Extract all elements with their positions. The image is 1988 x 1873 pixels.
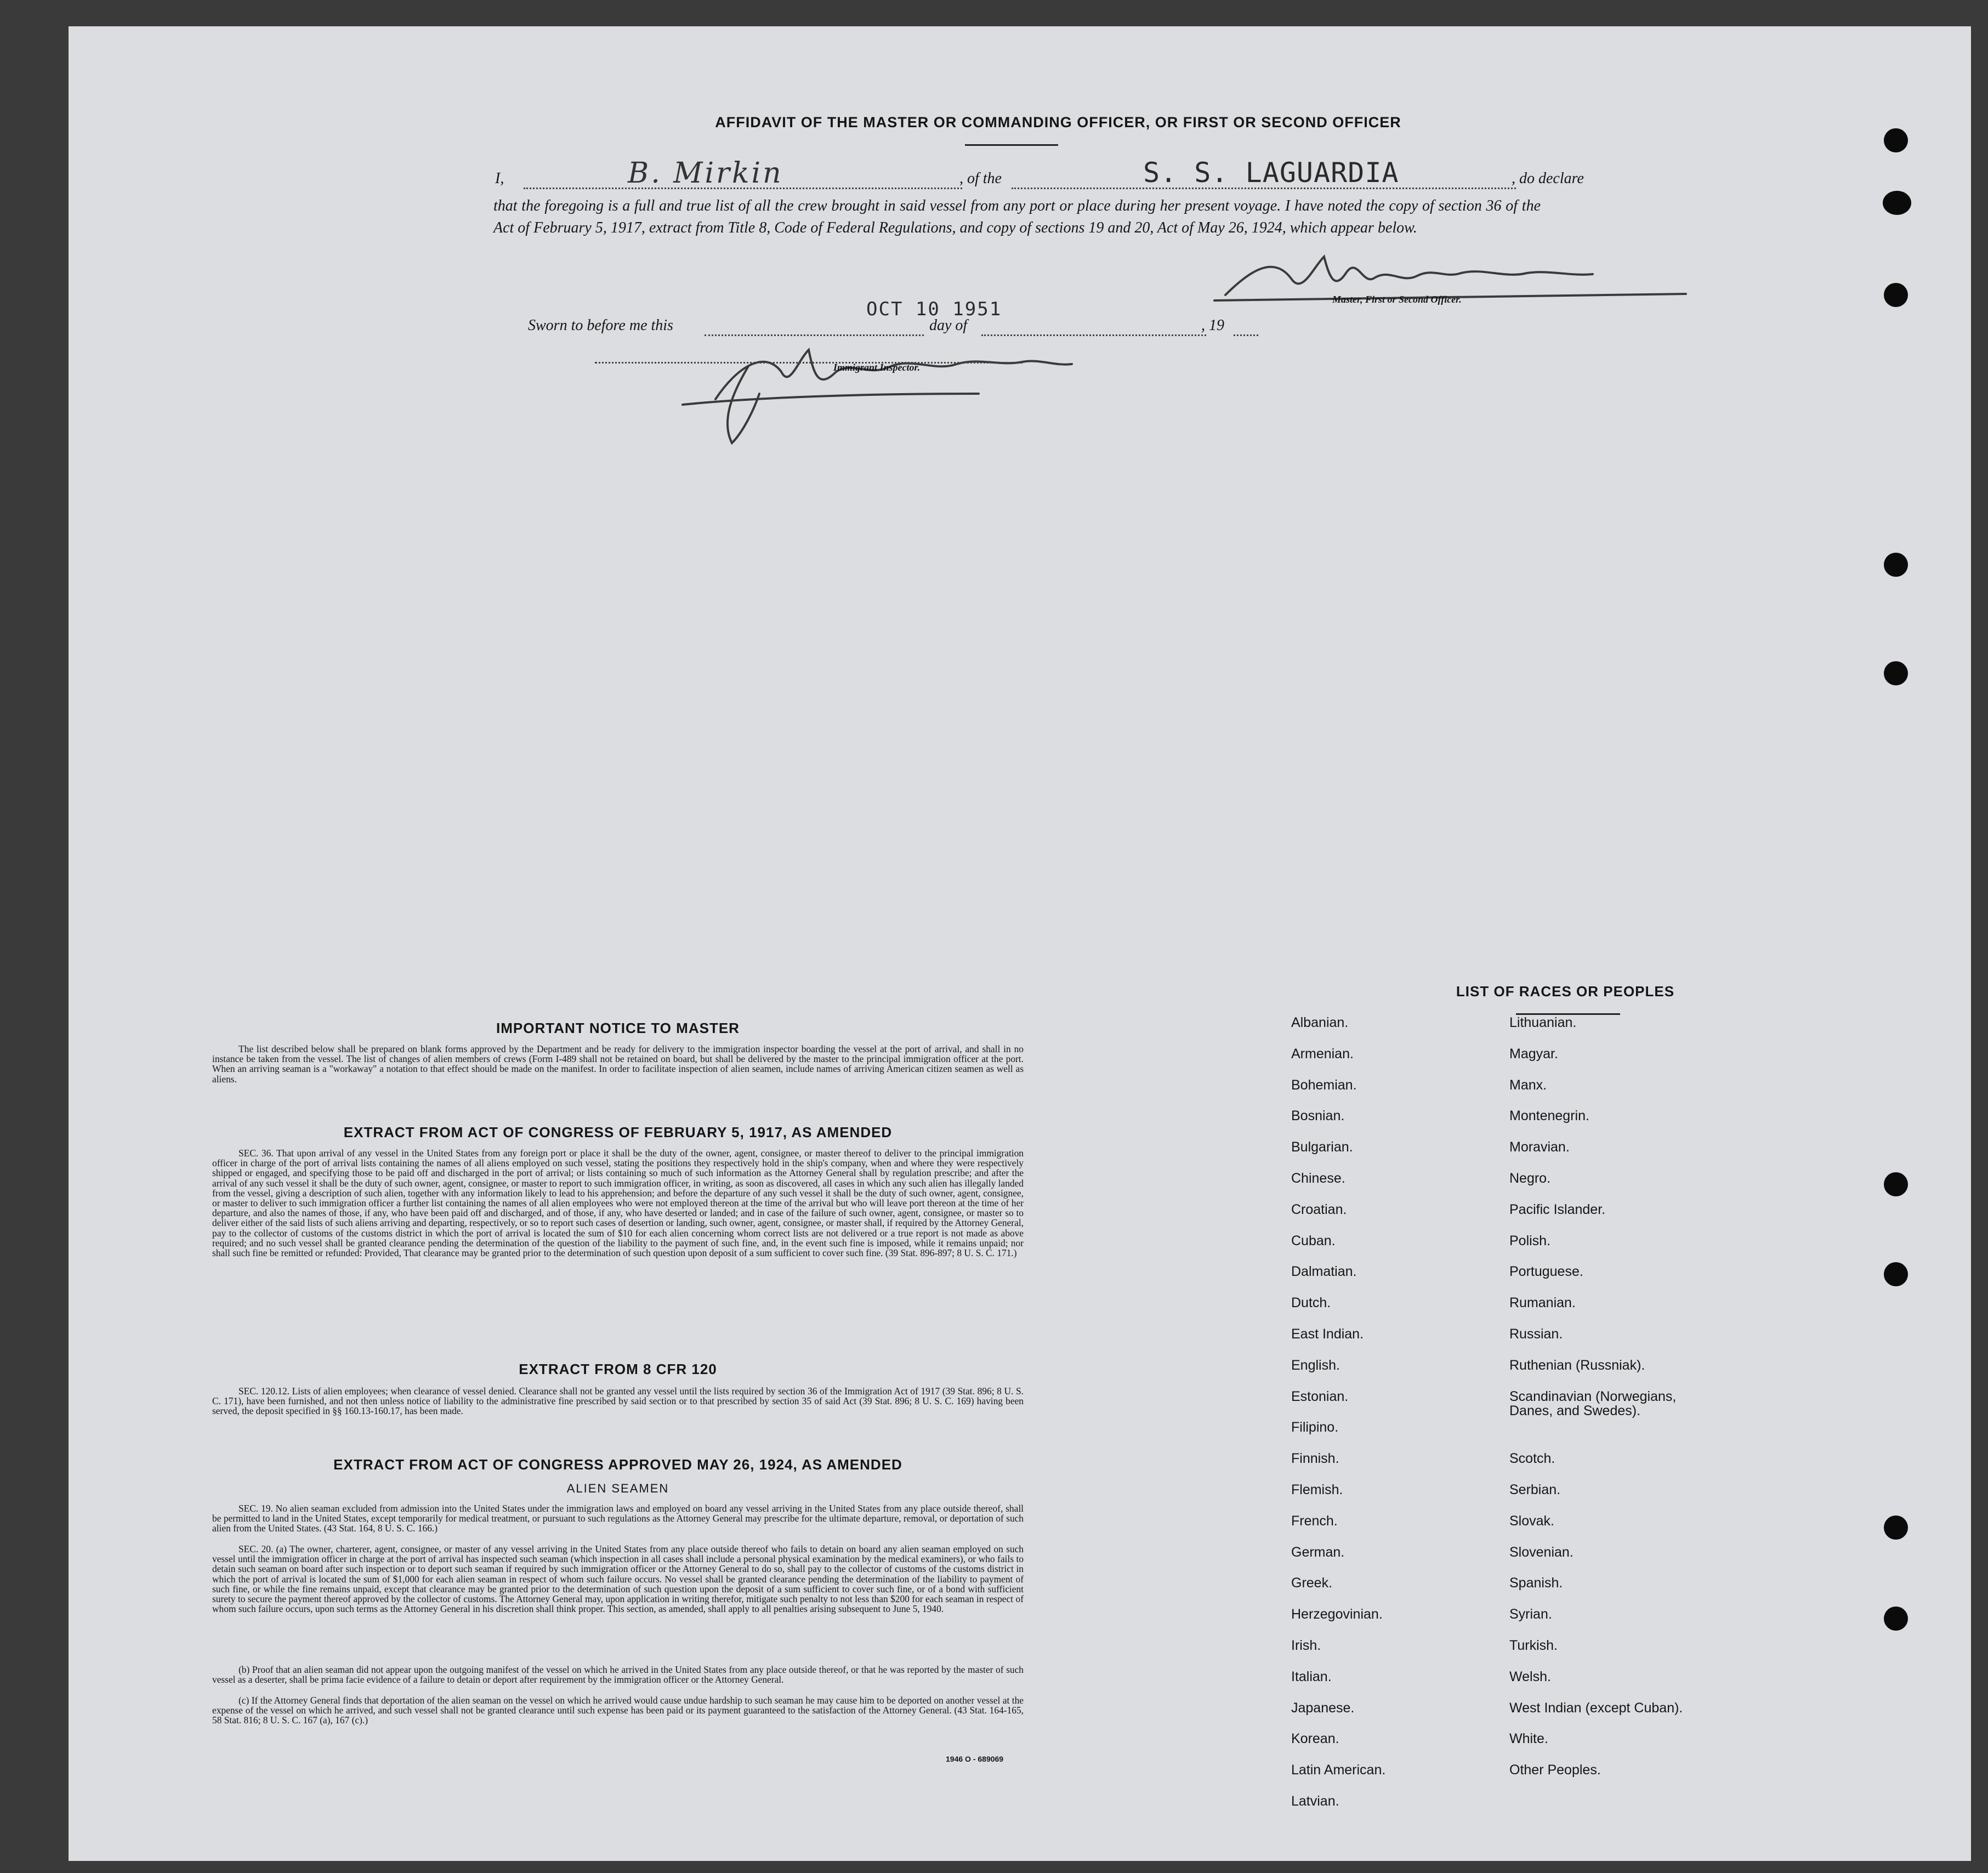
race-item: Bohemian. <box>1291 1077 1357 1093</box>
notice-text: The list described below shall be prepared on blank forms approved by the Department and be ready for delivery to the immigration inspector boarding the vessel at the port of arrival, and shall in no instance be taken from the vessel. The list of changes of alien members of crews (Form I-489 shall not be retained on board, but shall be delivered by the master to the principal immigration officer at the port. When an arriving seaman is a "workaway" a notation to that effect should be made on the manifest. In order to facilitate inspection of alien seamen, include names of arriving American citizen seamen as well as aliens. <box>212 1043 1024 1085</box>
punch-hole <box>1884 1262 1908 1286</box>
race-item: Dalmatian. <box>1291 1264 1357 1280</box>
inspector-caption: Immigrant Inspector. <box>833 362 921 373</box>
race-item: Armenian. <box>1291 1046 1354 1062</box>
race-item: Slovenian. <box>1509 1544 1574 1560</box>
race-item: Scandinavian (Norwegians, Danes, and Swedes). <box>1509 1388 1677 1418</box>
race-item: Ruthenian (Russniak). <box>1509 1357 1645 1373</box>
document-page <box>69 26 1971 1861</box>
race-item: Korean. <box>1291 1731 1339 1747</box>
vessel-name: S. S. LAGUARDIA <box>1143 157 1399 189</box>
race-item: Other Peoples. <box>1509 1762 1601 1778</box>
race-item: German. <box>1291 1544 1345 1560</box>
affidavit-title: AFFIDAVIT OF THE MASTER OR COMMANDING OFFICER, OR FIRST OR SECOND OFFICER <box>715 114 1401 130</box>
race-item: Japanese. <box>1291 1700 1355 1716</box>
extract-cfr-title: EXTRACT FROM 8 CFR 120 <box>519 1361 717 1377</box>
race-item: Negro. <box>1509 1171 1551 1186</box>
race-item: Flemish. <box>1291 1482 1343 1497</box>
race-item: Irish. <box>1291 1638 1321 1653</box>
race-item: Lithuanian. <box>1509 1015 1577 1030</box>
race-item: Manx. <box>1509 1077 1547 1093</box>
punch-hole <box>1884 128 1908 152</box>
year-line <box>1234 334 1258 336</box>
punch-hole <box>1884 283 1908 307</box>
race-item: Bulgarian. <box>1291 1139 1353 1155</box>
race-item: Latin American. <box>1291 1762 1386 1778</box>
master-name: B. Mirkin <box>628 157 783 190</box>
punch-hole <box>1884 553 1908 577</box>
race-item: Bosnian. <box>1291 1108 1345 1124</box>
notice-title: IMPORTANT NOTICE TO MASTER <box>496 1020 740 1036</box>
title-rule <box>965 144 1058 146</box>
race-item: Greek. <box>1291 1575 1333 1591</box>
race-item: Moravian. <box>1509 1139 1570 1155</box>
race-item: French. <box>1291 1513 1338 1529</box>
races-title: LIST OF RACES OR PEOPLES <box>1456 983 1675 1000</box>
race-item: Latvian. <box>1291 1793 1339 1809</box>
race-item: Estonian. <box>1291 1388 1349 1404</box>
sec20c-text: (c) If the Attorney General finds that deportation of the alien seaman on the vessel on which he arrived would cause undue hardship to such seaman he may cause him to be deported on another vessel at the expense of the vessel on which he arrived, and such vessel shall not be granted clearance until such expense has been paid or its payment guaranteed to the satisfaction of the Attorney General. (43 Stat. 164-165, 58 Stat. 816; 8 U. S. C. 167 (a), 167 (c).) <box>212 1695 1024 1726</box>
punch-hole <box>1884 1172 1908 1196</box>
print-code: 1946 O - 689069 <box>946 1755 1004 1763</box>
date-stamp: OCT 10 1951 <box>866 298 1002 320</box>
extract-1924-title: EXTRACT FROM ACT OF CONGRESS APPROVED MAY 26, 1924, AS AMENDED <box>333 1456 902 1473</box>
race-item: Filipino. <box>1291 1420 1339 1435</box>
race-item: Turkish. <box>1509 1638 1558 1653</box>
extract-1917-title: EXTRACT FROM ACT OF CONGRESS OF FEBRUARY 5, 1917, AS AMENDED <box>343 1124 893 1140</box>
of-the-label: , of the <box>959 170 1002 187</box>
day-of-label: day of <box>929 317 968 334</box>
race-item: Rumanian. <box>1509 1295 1576 1311</box>
i-label: I, <box>495 170 504 187</box>
extract-1917-text: SEC. 36. That upon arrival of any vessel in the United States from any foreign port or place it shall be the duty of the owner, agent, consignee, or master thereof to deliver to the principal immigration officer in charge of the port of arrival lists containing the names of all aliens employed on such vessel, stating the positions they respectively hold in the ship's company, when and where they were respectively shipped or engaged, and specifying those to be paid off and discharged in the port of arrival; or lists containing so much of such information as the Attorney General shall by regulation prescribe; and after the arrival of any such vessel it shall be the duty of such owner, agent, consignee, or master to report to such immigration officer, in writing, as soon as discovered, all cases in which any such alien has illegally landed from the vessel, giving a description of such alien, together with any information likely to lead to his apprehension; and before the departure of any such vessel it shall be the duty of such owner, agent, consignee, or master to deliver to such immigration officer a further list containing the names of all alien employees who were not employed thereon at the time of the arrival but who will leave port thereon at the time of her departure, and also the names of those, if any, who have been paid off and discharged, and of those, if any, who have deserted or landed; and in case of the failure of such owner, agent, consignee, or master so to deliver either of the said lists of such aliens arriving and departing, respectively, or so to report such cases of desertion or landing, such owner, agent, consignee, or master shall, if required by the Attorney General, pay to the collector of customs of the customs district in which the port of arrival is located the sum of $10 for each alien concerning whom correct lists are not delivered or a true report is not made as above required; and no such vessel shall be granted clearance pending the determination of the question of the liability to the payment of such fine, and, in the event such fine is imposed, while it remains unpaid; nor shall such fine be remitted or refunded: Provided, That clearance may be granted prior to the determination of such question upon deposit of a sum sufficient to cover such fine. (39 Stat. 896-897; 8 U. S. C. 171.) <box>212 1148 1024 1259</box>
race-item: Polish. <box>1509 1233 1551 1248</box>
race-item: Magyar. <box>1509 1046 1558 1062</box>
race-item: Albanian. <box>1291 1015 1349 1030</box>
inspector-signature <box>672 311 1143 454</box>
sec20b-text: (b) Proof that an alien seaman did not appear upon the outgoing manifest of the vessel on which he arrived in the United States from any place outside thereof, or that he was reported by the master of such vessel as a deserter, shall be prima facie evidence of a failure to detain or deport after requirement by the immigration officer or the Attorney General. <box>212 1664 1024 1685</box>
sec20a-text: SEC. 20. (a) The owner, charterer, agent, consignee, or master of any vessel arriving in the United States from any place outside thereof who fails to detain on board any alien seaman employed on such vessel until the immigration officer in charge at the port of arrival has inspected such seaman (which inspection in all cases shall include a personal physical examination by the medical examiners), or who fails to detain such seaman on board after such inspection or to deport such seaman if required by such immigration officer or the Attorney General to do so, shall pay to the collector of customs of the customs district in which the port of arrival is located the sum of $1,000 for each alien seaman in respect of whom such failure occurs. No vessel shall be granted clearance pending the determination of the liability to payment of such fine, or while the fine remains unpaid, except that clearance may be granted prior to the determination of such question upon the deposit of a sum sufficient to cover such fine, or of a bond with sufficient surety to secure the payment thereof approved by the collector of customs. The Attorney General may, upon application in writing therefor, mitigate such penalty to not less than $200 for each seaman in respect of whom such failure occurs, upon such terms as the Attorney General in his discretion shall think proper. This section, as amended, shall apply to all penalties arising subsequent to June 5, 1940. <box>212 1543 1024 1615</box>
race-item: Italian. <box>1291 1668 1332 1684</box>
alien-seamen-subtitle: ALIEN SEAMEN <box>566 1482 669 1495</box>
race-item: Cuban. <box>1291 1233 1336 1248</box>
race-item: Finnish. <box>1291 1451 1339 1467</box>
punch-hole <box>1883 191 1911 215</box>
punch-hole <box>1884 1516 1908 1540</box>
race-item: Syrian. <box>1509 1607 1552 1622</box>
race-item: Russian. <box>1509 1326 1563 1342</box>
race-item: East Indian. <box>1291 1326 1364 1342</box>
punch-hole <box>1884 1607 1908 1631</box>
sec19-text: SEC. 19. No alien seaman excluded from admission into the United States under the immigration laws and employed on board any vessel arriving in the United States from any place outside thereof, shall be permitted to land in the United States, except temporarily for medical treatment, or pursuant to such regulations as the Attorney General may prescribe for the ultimate departure, removal, or deportation of such alien from the United States. (43 Stat. 164, 8 U. S. C. 166.) <box>212 1503 1024 1534</box>
race-item: Herzegovinian. <box>1291 1607 1383 1622</box>
inspector-line <box>595 362 1023 364</box>
sworn-label: Sworn to before me this <box>528 317 673 334</box>
punch-hole <box>1884 661 1908 685</box>
race-item: Serbian. <box>1509 1482 1561 1497</box>
race-item: Welsh. <box>1509 1668 1551 1684</box>
declaration-text: that the foregoing is a full and true list of all the crew brought in said vessel from any port or place during her present voyage. I have noted the copy of section 36 of the Act of February 5, 1917, extract from Title 8, Code of Federal Regulations, and copy of sections 19 and 20, Act of May 26, 1924, which appear below. <box>493 197 1541 236</box>
race-item: Portuguese. <box>1509 1264 1583 1280</box>
race-item: Scotch. <box>1509 1451 1555 1467</box>
race-item: West Indian (except Cuban). <box>1509 1700 1683 1716</box>
year-label: , 19 <box>1201 317 1224 334</box>
race-item: Croatian. <box>1291 1201 1347 1217</box>
race-item: White. <box>1509 1731 1548 1747</box>
race-item: Dutch. <box>1291 1295 1331 1311</box>
race-item: Montenegrin. <box>1509 1108 1589 1124</box>
race-item: Pacific Islander. <box>1509 1201 1606 1217</box>
do-declare-label: , do declare <box>1512 170 1584 187</box>
race-item: Chinese. <box>1291 1171 1345 1186</box>
extract-cfr-text: SEC. 120.12. Lists of alien employees; when clearance of vessel denied. Clearance shall not be granted any vessel until the lists required by section 36 of the Immigration Act of 1917 (39 Stat. 896; 8 U. S. C. 171), have been furnished, and not then unless notice of liability to the administrative fine prescribed by said section or to that prescribed by section 35 of said Act (39 Stat. 896; 8 U. S. C. 169) having been served, the deposit specified in §§ 160.13-160.17, has been made. <box>212 1386 1024 1417</box>
race-item: Slovak. <box>1509 1513 1554 1529</box>
race-item: English. <box>1291 1357 1340 1373</box>
master-signature-caption: Master, First or Second Officer. <box>1332 294 1462 305</box>
race-item: Spanish. <box>1509 1575 1563 1591</box>
